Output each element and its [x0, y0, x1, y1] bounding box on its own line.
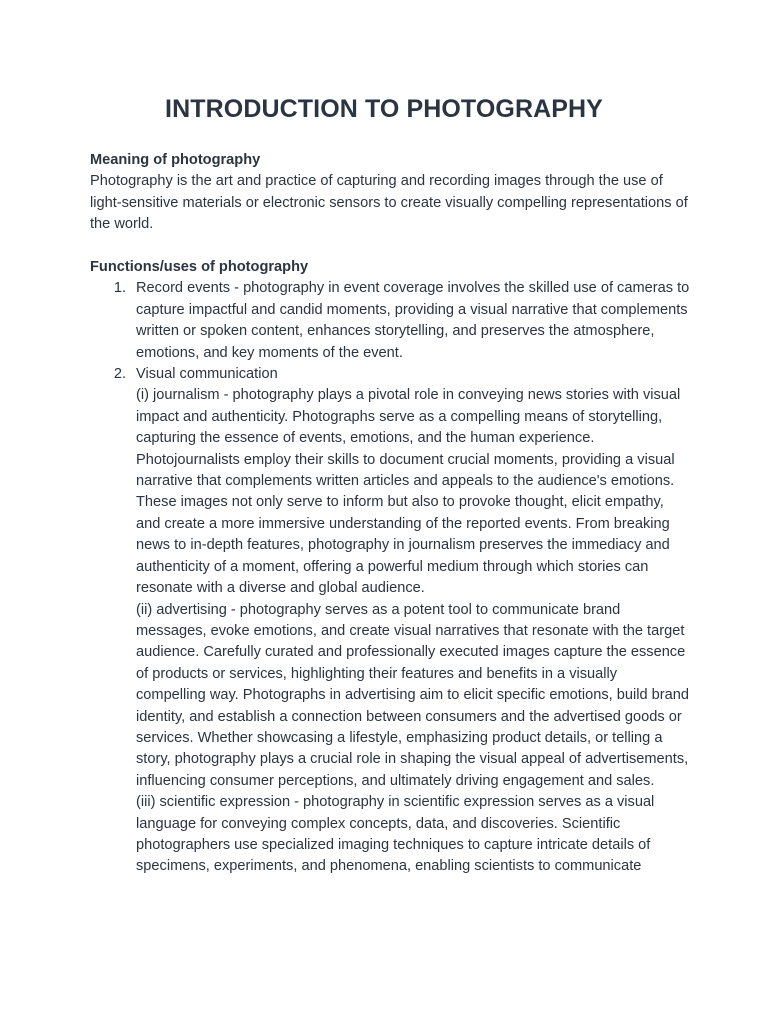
subitem-advertising: (ii) advertising - photography serves as a potent tool to communicate brand messages, evoke emotions, and create visual narratives that resonate with the target audience. Carefully curated and professionally executed images capture the essence of products or services, highlighting their features and benefits in a visually compelling way. Photographs in advertising aim to elicit specific emotions, build brand identity, and establish a connection between consumers and the advertised goods or services. Whether showcasing a lifestyle, emphasizing product details, or telling a story, photography plays a crucial role in shaping the visual appeal of advertisements, influencing consumer perceptions, and ultimately driving engagement and sales.: [136, 601, 689, 789]
meaning-heading: Meaning of photography: [90, 152, 261, 168]
subitem-journalism: (i) journalism - photography plays a pivotal role in conveying news stories with visual impact and authenticity. Photographs serve as a compelling means of storytelling, capturing the essence of events, emotions, and the human experience. Photojournalists employ their skills to document crucial moments, providing a visual narrative that complements written articles and appeals to the audience's emotions. These images not only serve to inform but also to provoke thought, elicit empathy, and create a more immersive understanding of the reported events. From breaking news to in-depth features, photography in journalism preserves the immediacy and authenticity of a moment, offering a powerful medium through which stories can resonate with a diverse and global audience.: [136, 387, 681, 597]
document-title: INTRODUCTION TO PHOTOGRAPHY: [165, 95, 603, 123]
meaning-paragraph: Photography is the art and practice of capturing and recording images through the use of light-sensitive materials or electronic sensors to create visually compelling representations of the world.: [90, 173, 688, 233]
section-spacer: [90, 236, 690, 257]
document-body: [90, 150, 690, 878]
list-item: [90, 364, 690, 878]
subitem-scientific-expression: (iii) scientific expression - photography in scientific expression serves as a visual language for conveying complex concepts, data, and discoveries. Scientific photographers use specialized imaging techniques to capture intricate details of specimens, experiments, and phenomena, enabling scientists to communicate: [136, 794, 655, 875]
list-item-number: 1.: [113, 280, 126, 297]
list-item-text: Visual communication: [136, 366, 278, 383]
functions-heading: Functions/uses of photography: [90, 259, 309, 276]
list-item-number: 2.: [113, 366, 126, 383]
list-item-text: Record events - photography in event coverage involves the skilled use of cameras to capture impactful and candid moments, providing a visual narrative that complements written or spoken content, enhances storytelling, and preserves the atmosphere, emotions, and key moments of the event.: [136, 280, 690, 361]
functions-list: [90, 278, 690, 877]
list-item: [90, 278, 690, 364]
